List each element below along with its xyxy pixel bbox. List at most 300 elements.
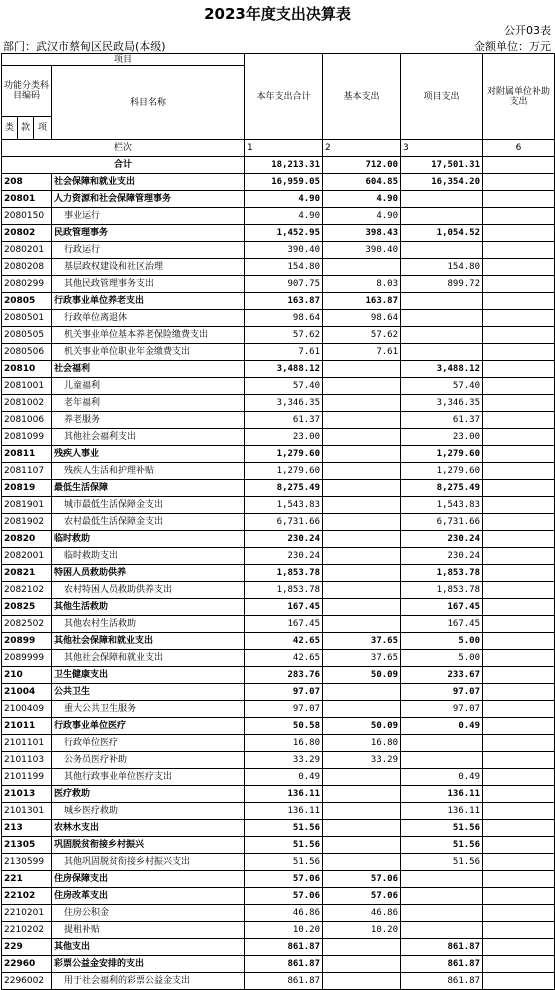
table-row [2,684,555,701]
row-subsidy [483,293,555,310]
row-name: 农林水支出 [52,820,245,837]
table-row [2,463,555,480]
row-name: 养老服务 [52,412,245,429]
row-total: 0.49 [245,769,323,786]
row-subsidy [483,497,555,514]
row-total: 861.87 [245,939,323,956]
row-code: 221 [2,871,52,888]
row-name: 其他支出 [52,939,245,956]
row-project: 61.37 [401,412,483,429]
row-subsidy [483,548,555,565]
row-name: 残疾人生活和护理补贴 [52,463,245,480]
row-basic [323,480,401,497]
row-project: 97.07 [401,684,483,701]
header-lei: 类 [2,117,18,140]
row-basic [323,701,401,718]
row-basic: 4.90 [323,208,401,225]
table-row [2,769,555,786]
table-row [2,599,555,616]
row-subsidy [483,480,555,497]
row-name: 其他巩固脱贫衔接乡村振兴支出 [52,854,245,871]
row-basic [323,378,401,395]
row-subsidy [483,225,555,242]
row-project [401,191,483,208]
row-name: 临时救助支出 [52,548,245,565]
row-total: 10.20 [245,922,323,939]
row-code: 2100409 [2,701,52,718]
row-subsidy [483,616,555,633]
table-row [2,259,555,276]
row-project: 861.87 [401,939,483,956]
row-project: 16,354.20 [401,174,483,191]
row-project: 233.67 [401,667,483,684]
row-name: 最低生活保障 [52,480,245,497]
row-name: 儿童福利 [52,378,245,395]
row-total: 16,959.05 [245,174,323,191]
row-subsidy [483,463,555,480]
row-project [401,242,483,259]
row-subsidy [483,718,555,735]
row-basic [323,684,401,701]
row-name: 行政单位医疗 [52,735,245,752]
row-code: 210 [2,667,52,684]
row-basic [323,599,401,616]
row-code: 2080208 [2,259,52,276]
row-code: 2130599 [2,854,52,871]
row-name: 事业运行 [52,208,245,225]
row-total: 283.76 [245,667,323,684]
row-subsidy [483,361,555,378]
row-code: 2082102 [2,582,52,599]
table-row [2,956,555,973]
row-total: 42.65 [245,633,323,650]
row-subsidy [483,531,555,548]
row-subsidy [483,429,555,446]
table-row [2,565,555,582]
table-row [2,871,555,888]
table-row [2,497,555,514]
row-basic [323,395,401,412]
row-code: 2080299 [2,276,52,293]
row-code: 2080506 [2,344,52,361]
table-row [2,803,555,820]
row-code: 2101101 [2,735,52,752]
row-project: 1,853.78 [401,565,483,582]
row-code: 21011 [2,718,52,735]
row-basic [323,412,401,429]
row-total: 1,279.60 [245,463,323,480]
row-code: 213 [2,820,52,837]
row-project: 1,853.78 [401,582,483,599]
row-total: 4.90 [245,208,323,225]
header-xiang: 项 [34,117,52,140]
row-basic [323,429,401,446]
row-code: 2081902 [2,514,52,531]
row-project [401,752,483,769]
row-project [401,922,483,939]
row-basic: 50.09 [323,718,401,735]
row-subsidy [483,854,555,871]
row-total: 97.07 [245,701,323,718]
row-code: 2296002 [2,973,52,990]
row-name: 其他社会保障和就业支出 [52,650,245,667]
row-name: 其他社会保障和就业支出 [52,633,245,650]
row-code: 21004 [2,684,52,701]
table-row [2,616,555,633]
table-row [2,378,555,395]
row-basic [323,769,401,786]
row-name: 住房公积金 [52,905,245,922]
row-code: 2081099 [2,429,52,446]
row-basic [323,854,401,871]
row-subsidy [483,905,555,922]
row-total: 861.87 [245,973,323,990]
row-code: 21305 [2,837,52,854]
row-basic: 398.43 [323,225,401,242]
row-total: 1,452.95 [245,225,323,242]
row-subsidy [483,667,555,684]
table-row [2,854,555,871]
row-basic [323,803,401,820]
row-basic: 10.20 [323,922,401,939]
row-subsidy [483,786,555,803]
row-total: 167.45 [245,616,323,633]
row-basic [323,446,401,463]
row-name: 其他生活救助 [52,599,245,616]
row-subsidy [483,276,555,293]
row-total: 16.80 [245,735,323,752]
row-subsidy [483,769,555,786]
row-code: 229 [2,939,52,956]
row-project: 1,054.52 [401,225,483,242]
row-total: 390.40 [245,242,323,259]
row-project: 136.11 [401,786,483,803]
row-subsidy [483,684,555,701]
header-basic: 基本支出 [323,54,401,140]
row-subsidy [483,242,555,259]
row-code: 2089999 [2,650,52,667]
row-basic: 57.06 [323,871,401,888]
row-code: 2081006 [2,412,52,429]
row-project: 51.56 [401,854,483,871]
row-project: 861.87 [401,956,483,973]
row-total: 42.65 [245,650,323,667]
row-subsidy [483,259,555,276]
row-subsidy [483,752,555,769]
row-name: 基层政权建设和社区治理 [52,259,245,276]
table-row [2,701,555,718]
row-name: 住房保障支出 [52,871,245,888]
row-name: 临时救助 [52,531,245,548]
table-row [2,650,555,667]
row-basic: 604.85 [323,174,401,191]
form-id: 公开03表 [504,24,551,37]
row-project [401,310,483,327]
sum-basic: 712.00 [323,157,401,174]
row-project: 8,275.49 [401,480,483,497]
row-name: 社会保障和就业支出 [52,174,245,191]
row-subsidy [483,310,555,327]
row-project [401,208,483,225]
row-total: 907.75 [245,276,323,293]
row-total: 46.86 [245,905,323,922]
row-project: 136.11 [401,803,483,820]
row-subsidy [483,344,555,361]
row-basic: 98.64 [323,310,401,327]
row-total: 51.56 [245,854,323,871]
row-basic [323,548,401,565]
table-row [2,752,555,769]
table-row [2,667,555,684]
row-code: 208 [2,174,52,191]
row-project: 167.45 [401,599,483,616]
row-project: 3,346.35 [401,395,483,412]
column-number-1: 1 [245,140,323,157]
row-project: 0.49 [401,769,483,786]
row-code: 20899 [2,633,52,650]
header-project: 项目支出 [401,54,483,140]
row-name: 住房改革支出 [52,888,245,905]
table-row [2,242,555,259]
row-code: 2080201 [2,242,52,259]
table-row [2,973,555,990]
row-code: 2081001 [2,378,52,395]
row-total: 3,488.12 [245,361,323,378]
row-total: 136.11 [245,803,323,820]
row-subsidy [483,650,555,667]
row-basic: 57.06 [323,888,401,905]
row-project [401,344,483,361]
row-total: 23.00 [245,429,323,446]
row-basic: 37.65 [323,633,401,650]
row-name: 农村特困人员救助供养支出 [52,582,245,599]
row-name: 重大公共卫生服务 [52,701,245,718]
table-row [2,582,555,599]
row-code: 2101199 [2,769,52,786]
row-project: 97.07 [401,701,483,718]
row-code: 20802 [2,225,52,242]
row-project: 3,488.12 [401,361,483,378]
row-subsidy [483,820,555,837]
row-subsidy [483,191,555,208]
row-basic: 163.87 [323,293,401,310]
row-total: 50.58 [245,718,323,735]
row-code: 21013 [2,786,52,803]
row-total: 57.06 [245,888,323,905]
table-row [2,531,555,548]
row-name: 彩票公益金安排的支出 [52,956,245,973]
row-project: 167.45 [401,616,483,633]
row-name: 用于社会福利的彩票公益金支出 [52,973,245,990]
table-row [2,480,555,497]
row-name: 老年福利 [52,395,245,412]
row-name: 城市最低生活保障金支出 [52,497,245,514]
row-total: 57.06 [245,871,323,888]
table-row [2,514,555,531]
table-row [2,225,555,242]
table-row [2,191,555,208]
row-project: 23.00 [401,429,483,446]
table-row [2,327,555,344]
row-basic [323,820,401,837]
row-basic: 390.40 [323,242,401,259]
row-code: 2101103 [2,752,52,769]
column-number-2: 2 [323,140,401,157]
department-label: 部门：武汉市蔡甸区民政局(本级) [3,40,166,53]
row-code: 2101301 [2,803,52,820]
row-basic [323,837,401,854]
header-code: 功能分类科目编码 [2,66,52,117]
row-basic [323,361,401,378]
row-code: 2080501 [2,310,52,327]
table-row [2,310,555,327]
row-basic [323,531,401,548]
row-name: 城乡医疗救助 [52,803,245,820]
row-subsidy [483,633,555,650]
row-total: 154.80 [245,259,323,276]
row-name: 公共卫生 [52,684,245,701]
table-row [2,718,555,735]
row-name: 残疾人事业 [52,446,245,463]
table-row [2,412,555,429]
row-name: 机关事业单位职业年金缴费支出 [52,344,245,361]
row-project: 6,731.66 [401,514,483,531]
row-total: 7.61 [245,344,323,361]
row-name: 农村最低生活保障金支出 [52,514,245,531]
row-basic [323,973,401,990]
row-project: 5.00 [401,650,483,667]
row-name: 机关事业单位基本养老保险缴费支出 [52,327,245,344]
row-code: 2210201 [2,905,52,922]
page-title: 2023年度支出决算表 [204,5,351,23]
row-total: 33.29 [245,752,323,769]
row-project: 154.80 [401,259,483,276]
row-subsidy [483,514,555,531]
row-basic: 33.29 [323,752,401,769]
table-row [2,174,555,191]
header-kuan: 款 [18,117,34,140]
row-total: 98.64 [245,310,323,327]
row-name: 特困人员救助供养 [52,565,245,582]
row-project: 899.72 [401,276,483,293]
row-code: 20821 [2,565,52,582]
header-total: 本年支出合计 [245,54,323,140]
row-total: 61.37 [245,412,323,429]
row-name: 行政单位离退休 [52,310,245,327]
row-basic [323,514,401,531]
row-project: 0.49 [401,718,483,735]
row-subsidy [483,599,555,616]
row-name: 卫生健康支出 [52,667,245,684]
row-total: 1,279.60 [245,446,323,463]
table-row [2,548,555,565]
row-total: 1,543.83 [245,497,323,514]
row-project: 1,279.60 [401,463,483,480]
table-row [2,922,555,939]
row-subsidy [483,922,555,939]
table-row [2,446,555,463]
row-basic [323,616,401,633]
row-subsidy [483,378,555,395]
column-number-row [2,140,555,157]
column-label: 栏次 [2,140,245,157]
row-basic [323,259,401,276]
sum-row [2,157,555,174]
row-total: 4.90 [245,191,323,208]
table-row [2,786,555,803]
row-name: 行政事业单位医疗 [52,718,245,735]
row-subsidy [483,701,555,718]
row-total: 1,853.78 [245,565,323,582]
table-row [2,208,555,225]
row-total: 51.56 [245,837,323,854]
row-code: 20811 [2,446,52,463]
table-row [2,633,555,650]
column-number-6: 6 [483,140,555,157]
row-code: 20805 [2,293,52,310]
row-basic: 16.80 [323,735,401,752]
unit-label: 金额单位：万元 [474,40,551,53]
row-subsidy [483,208,555,225]
row-name: 公务员医疗补助 [52,752,245,769]
row-code: 2081901 [2,497,52,514]
row-subsidy [483,565,555,582]
row-subsidy [483,735,555,752]
row-total: 230.24 [245,548,323,565]
row-total: 3,346.35 [245,395,323,412]
row-basic [323,939,401,956]
row-name: 民政管理事务 [52,225,245,242]
table-row [2,939,555,956]
row-total: 57.62 [245,327,323,344]
row-subsidy [483,327,555,344]
row-subsidy [483,871,555,888]
row-basic [323,463,401,480]
row-project [401,735,483,752]
row-code: 2210202 [2,922,52,939]
row-name: 社会福利 [52,361,245,378]
sum-label: 合计 [2,157,245,174]
row-project [401,905,483,922]
row-code: 22102 [2,888,52,905]
row-name: 人力资源和社会保障管理事务 [52,191,245,208]
row-basic [323,565,401,582]
row-basic [323,497,401,514]
row-code: 20819 [2,480,52,497]
row-total: 167.45 [245,599,323,616]
row-total: 230.24 [245,531,323,548]
row-project: 1,279.60 [401,446,483,463]
row-subsidy [483,174,555,191]
row-subsidy [483,395,555,412]
row-basic: 37.65 [323,650,401,667]
table-row [2,429,555,446]
row-code: 20801 [2,191,52,208]
row-project: 230.24 [401,548,483,565]
table-row [2,837,555,854]
row-subsidy [483,446,555,463]
row-basic [323,582,401,599]
header-subsidy: 对附属单位补助支出 [483,54,555,140]
table-row [2,293,555,310]
row-project [401,327,483,344]
row-total: 6,731.66 [245,514,323,531]
row-code: 20810 [2,361,52,378]
table-row [2,361,555,378]
row-subsidy [483,956,555,973]
row-subsidy [483,939,555,956]
row-name: 其他行政事业单位医疗支出 [52,769,245,786]
